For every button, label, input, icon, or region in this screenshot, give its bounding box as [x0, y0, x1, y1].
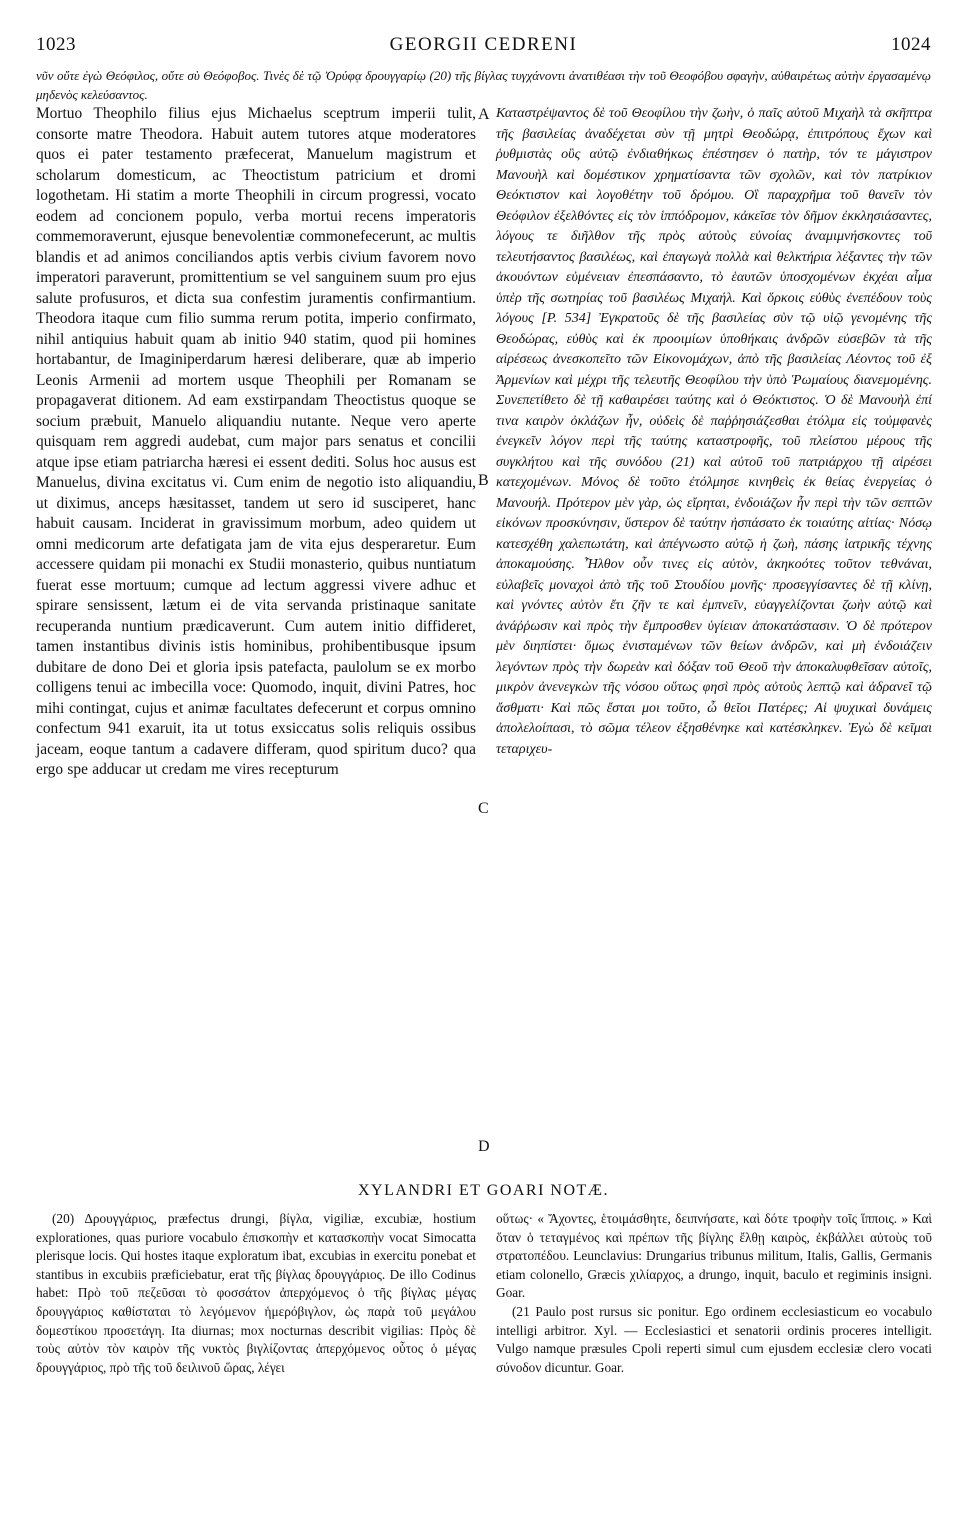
greek-column: Καταστρέψαντος δὲ τοῦ Θεοφίλου τὴν ζωὴν, ὁ παῖς αὐτοῦ Μιχαὴλ τὰ σκῆπτρα τῆς βασιλείας ἀναδέχεται σὺν τῇ μητρὶ Θεοδώρᾳ, ἐπιτρόπους ἔχων καὶ ῥυθμιστὰς οὓς αὐτῷ ἐνδιαθήκως ἐπέστησεν ὁ πατὴρ, τόν τε μάγιστρον Μανουὴλ καὶ δομέστικον χρηματίσαντα τῶν σχολῶν, καὶ τὸν πατρίκιον Θεόκτιστον καὶ λογοθέτην τοῦ δρόμου. Οἳ παραχρῆμα τοῦ θανεῖν τὸν Θεόφιλον ἐξελθόντες εἰς τὸν ἱππόδρομον, κἀκεῖσε τὸν δῆμον ἐκκλησιάσαντες, λόγους τε διῆλθον τῆς πρὸς αὐτοὺς εὐνοίας ἀναμιμνήσκοντες τοῦ τελευτήσαντος βασιλέως, καὶ ἐπαγωγὰ πολλὰ καὶ θελκτήρια λέξαντες τὴν τῶν ἀκουόντων εὐμένειαν ἐπεσπάσαντο, τὸ ἑαυτῶν ὑποσχομένων ἐκχέαι αἷμα ὑπὲρ τῆς σωτηρίας τοῦ βασιλέως Μιχαήλ. Καὶ ὅρκοις εὐθὺς ἐνεπέδουν τοὺς λόγους [P. 534] Ἐγκρατοῦς δὲ τῆς βασιλείας σὺν τῷ υἱῷ γενομένης τῆς Θεοδώρας, εὐθὺς καὶ ἐκ προοιμίων ὑποθήκαις ἀνδρῶν εὐσεβῶν τὰ τῆς αἱρέσεως ἀνεσκοπεῖτο τῶν Εἰκονομάχων, ἀπὸ τῆς βασιλείας Λέοντος τοῦ ἐξ Ἀρμενίων καὶ μέχρι τῆς τελευτῆς Θεοφίλου τὴν ὑπὸ Ῥωμαίους διανεμομένης. Συνεπετίθετο δὲ τῇ καθαιρέσει ταύτης καὶ ὁ Θεόκτιστος. Ὁ δὲ Μανουὴλ ἐπί τινα καιρὸν ὀκλάζων ἦν, οὐδεὶς δὲ παῤῥησιάζεσθαι ἐτόλμα εἰς τοὐμφανὲς ἐνεγκεῖν λόγον περὶ τῆς ταύτης καταστροφῆς, τοῦ πλείστου μέρους τῆς συγκλήτου καὶ τῆς συνόδου (21) καὶ αὐτοῦ τοῦ πατριάρχου τῇ αἱρέσει κατεχομένων. Μόνος δὲ τοῦτο ἐτόλμησε κινηθεὶς ἐκ θείας ἐνεργείας ὁ Μανουήλ. Πρότερον μὲν γὰρ, ὡς εἴρηται, ἐνδοιάζων ἦν περὶ τὴν τῶν σεπτῶν εἰκόνων προσκύνησιν, ὕστερον δὲ ταύτην ἠσπάσατο ἐκ τοιαύτης αἰτίας· Νόσῳ κατεσχέθη χαλεπωτάτη, καὶ ἀπέγνωστο αὐτῷ ἡ ζωὴ, πάσης ἰατρικῆς τέχνης ἀποκαμούσης. Ἦλθον οὖν τινες εἰς αὐτὸν, ἀκηκοότες τοῦτον τεθνάναι, εὐλαβεῖς μοναχοὶ ἀπὸ τῆς τοῦ Στουδίου μονῆς· προσεγγίσαντες δὲ τῇ κλίνῃ, καὶ γνόντες αὐτὸν ἔτι ζῆν τε καὶ ἐμπνεῖν, εὐαγγελίζονται ζωὴν αὐτῷ καὶ ἀνάῤῥωσιν καὶ πρὸς τὴν ἔμπροσθεν ὑγίειαν ἀποκατάστασιν. Ὁ δὲ πρότερον μὲν διηπίστει· ὅμως ἐνισταμένων τῶν θείων ἀνδρῶν, καὶ μὴ ἐνδοιάζειν λεγόντων πρὸς τὴν δωρεὰν καὶ δόξαν τοῦ Θεοῦ τὴν ἀποκαλυφθεῖσαν αὐτοῖς, μικρὸν ἀνενεγκὼν τῆς νόσου οὕτως φησὶ πρὸς αὐτοὺς λεπτῷ καὶ ἀδρανεῖ τῷ ἄσθματι· Καὶ πῶς ἔσται μοι τοῦτο, ὦ θεῖοι Πατέρες; Αἱ ψυχικαὶ δυνάμεις ἀπολελοίπασι, τὸ σῶμα τέλεον ἐξησθένηκε καὶ κατέσκληκεν. Ἐγὼ δὲ κεῖμαι τεταριχευ-	[496, 106, 932, 757]
intro-greek-paragraph: νῦν οὔτε ἐγὼ Θεόφιλος, οὔτε σὺ Θεόφοβος. Τινὲς δὲ τῷ Ὀρύφᾳ δρουγγαρίῳ (20) τῆς βίγλας τυγχάνοντι ἀνατιθέασι τὴν τοῦ Θεοφόβου σφαγὴν, αὐθαιρέτως αὐτὴν ἐργασαμένῳ μηδενὸς κελεύσαντος.	[36, 68, 931, 102]
margin-marker-b: B	[478, 472, 489, 489]
page-number-left: 1023	[36, 34, 76, 55]
note-21: (21 Paulo post rursus sic ponitur. Ego ordinem ecclesiasticum eo vocabulo intelligi arbitror. Xyl. — Ecclesiastici et senatorii ordinis proceres intelligit. Vulgo namque præsules Cpoli reperti simul cum ejusdem ecclesiæ clero vocati σύνοδον dicuntur. Goar.	[496, 1303, 932, 1375]
note-20-continued: οὕτως· « Ἄχοντες, ἑτοιμάσθητε, δειπνήσατε, καὶ δότε τροφὴν τοῖς ἵπποις. » Καὶ ὅταν ὁ τεταγμένος καὶ πρέπων τῆς βίγλης ἔλθῃ καιρὸς, ἐκβάλλει αὐτοὺς τοῦ στρατοπέδου. Leunclavius: Drungarius tribunus militum, Italis, Gallis, Germanis etiam colonello, Græcis χιλίαρχος, a drungo, inquit, baculo et regiminis insigni. Goar.	[496, 1211, 932, 1301]
notes-right-column	[496, 1210, 932, 1377]
running-title: GEORGII CEDRENI	[389, 34, 578, 55]
margin-marker-c: C	[478, 800, 489, 817]
page-header	[36, 34, 931, 60]
notes-title: XYLANDRI ET GOARI NOTÆ.	[357, 1182, 610, 1199]
note-20: (20) Δρουγγάριος, præfectus drungi, βίγλα, vigiliæ, excubiæ, hostium explorationes, quas puriore vocabulo ἐπισκοπὴν et κατασκοπὴν vocat Simocatta plerisque locis. Qui hostes itaque exploratum ibat, excubias in exercitu ponebat et stantibus in excubiis præficiebatur, erat τῆς βίγλας δρουγγάριος. De illo Codinus habet: Πρὸ τοῦ πεζεῦσαι τὸ φοσσάτον ἀπερχόμενος ὁ τῆς βίγλας μέγας δρουγγάριος καθίσταται τὸ λεγόμενον ἡμερόβιγλον, ὡς παρὰ τοῦ μεγάλου δομεστίκου προσετάγη. Ita diurnas; mox nocturnas describit vigilias: Πρὸς δὲ τοὺς αὐτὸν τὸν καιρὸν τῆς νυκτὸς βιγλίζοντας ἀπερχόμενος οὗτος ὁ μέγας δρουγγάριος, πρὸ τῆς τοῦ δειλινοῦ ὥρας, λέγει	[36, 1211, 476, 1375]
notes-left-column	[36, 1210, 476, 1377]
margin-marker-a: A	[478, 106, 490, 123]
margin-marker-d: D	[478, 1138, 490, 1155]
page-number-right: 1024	[891, 34, 931, 55]
latin-column: Mortuo Theophilo filius ejus Michaelus sceptrum imperii tulit, consorte matre Theodora. Habuit autem tutores atque moderatores quos ei pater testamento præfecerat, Manuelum magistrum et scholarum domesticum, ac Theoctistum patricium et dromi logothetam. Hi statim a morte Theophili in circum progressi, vocato eodem ad concionem populo, verba mortui recens imperatoris commemoraverunt, ejusque benevolentiæ commonefecerunt, ac multis blandis et ad animos conciliandos aptis verbis civium favorem novo imperatori paraverunt, promittentium se vel sanguinem suum pro ejus salute profusuros, et dicta sua confestim juramentis confirmantium. Theodora itaque cum filio summa rerum potita, imperio confirmato, nihil antiquius habuit quam ab initio 940 statim, quod pii homines hortabantur, de Imaginiperdarum hæresi deliberare, quæ ab imperio Leonis Armenii ad mortem usque Theophili per Romanam se propagaverat ditionem. Ad eam exstirpandam Theoctistus quoque se socium præbuit, Manuelo aliquandiu nutante. Neque vero aperte quisquam rem aggredi audebat, cum major pars senatus et concilii atque ipse etiam patriarcha hæresi ei essent dediti. Solus hoc ausus est Manuelus, divina excitatus vi. Cum enim de negotio isto aliquandiu, ut diximus, anceps hæsitasset, tandem ut sero id susciperet, hanc habuit causam. Inciderat in gravissimum morbum, adeo quidem ut omni medicorum arte defatigata jam de vita ejus desperaretur. Eum accessere quidam pii monachi ex Studii monasterio, quibus nuntiatum fuerat esse mortuum; cumque ad lectum aggressi vivere adhuc et spirare sensissent, lætum ei de vita servanda pristinaque sanitate recuperanda nuntium prædicaverunt. Cum autem initio diffideret, tamen instantibus divinis istis hominibus, prohibentibusque ipsum dubitare de dono Dei et gloria ipsis patefacta, paulolum se ex morbo colligens tenui ac imbecilla voce: Quomodo, inquit, divini Patres, hoc mihi contingat, cujus et animæ facultates defecerunt et corpus omnino confectum 941 exaruit, ita ut totus exsiccatus solis reliquis ossibus jaceam, eoque tantum a cadavere differam, quod spiritum duco? qua ergo spe adducar ut credam me vires recepturum	[36, 105, 476, 778]
